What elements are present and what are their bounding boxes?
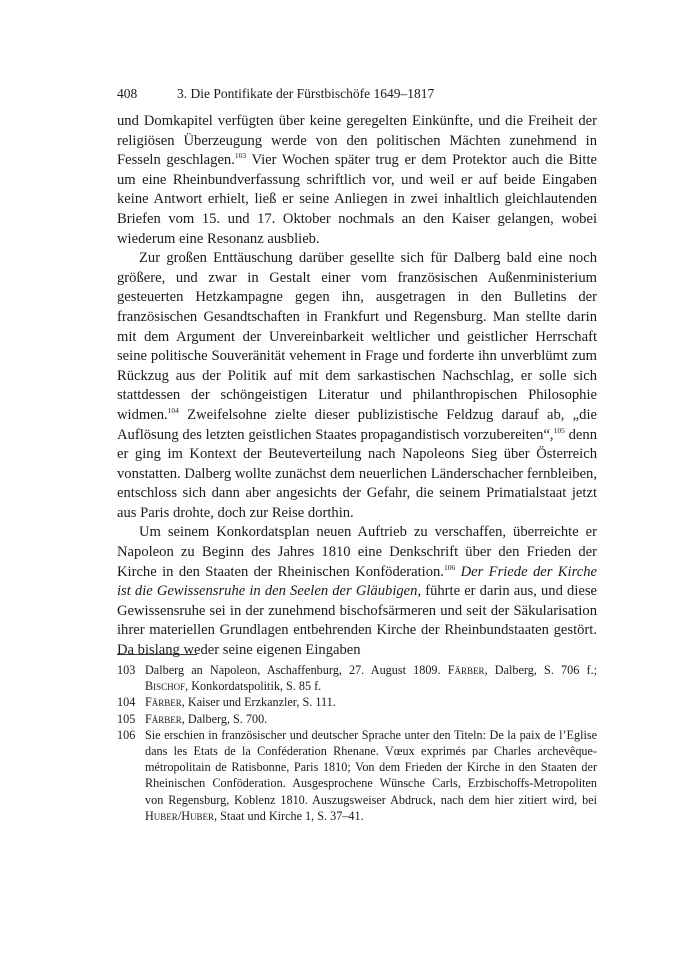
- footnote-ref-106[interactable]: 106: [443, 562, 456, 572]
- quoted-title: Der Friede der Kirche ist die Gewissensruhe in den Seelen der Gläubigen: [117, 563, 597, 600]
- footnote-ref-105[interactable]: 105: [553, 425, 565, 435]
- footnote-ref-104[interactable]: 104: [167, 405, 179, 415]
- footnote-text: Färber, Dalberg, S. 700.: [145, 711, 268, 726]
- footnote-text: Dalberg an Napoleon, Aschaffenburg, 27. August 1809. Färber, Dalberg, S. 706 f.; Bischof, Konkordatspolitik, S. 85 f.: [145, 663, 597, 694]
- page-number: 408: [117, 86, 138, 101]
- footnotes: [117, 662, 597, 824]
- footnote-number: 105: [117, 711, 136, 726]
- footnote-text: Sie erschien in französischer und deutscher Sprache unter den Titeln: De la paix de l’Eglise dans les Etats de la Conféderation Rhenane. Vœux exprimés par Charles archevêque-métropolitain de Ratisbonne, Paris 1810; Von dem Frieden der Kirche in den Staaten der Rheinischen Conföderation. Ausgesprochene Wünsche Carls, Erzbischoffs-Metropoliten von Regensburg, Koblenz 1810. Auszugsweiser Abdruck, nach dem hier zitiert wird, bei Huber/Huber, Staat und Kirche 1, S. 37–41.: [145, 727, 597, 823]
- footnote-104: [117, 694, 597, 710]
- paragraph-3: Um seinem Konkordatsplan neuen Auftrieb zu verschaffen, überreichte er Napoleon zu Beginn des Jahres 1810 eine Denkschrift über den Frieden der Kirche in den Staaten der Rheinischen Konföderation.$^{106}$ Der Friede der Kirche ist die Gewissensruhe in den Seelen der Gläubigen, führte er darin aus, und diese Gewissensruhe sei in der zunehmend bischofsärmeren und seit der Säkularisation ihrer materiellen Grundlagen entbehrenden Kirche der Rheinbundstaaten gestört. Da bislang weder seine eigenen Eingaben: [117, 524, 598, 659]
- footnote-105: [117, 711, 597, 727]
- footnote-text: Färber, Kaiser und Erzkanzler, S. 111.: [145, 695, 336, 710]
- footnote-number: 104: [117, 695, 136, 710]
- footnote-103: [117, 662, 597, 694]
- footnote-ref-103[interactable]: 103: [234, 151, 247, 161]
- paragraph-1: und Domkapitel verfügten über keine geregelten Einkünfte, und die Freiheit der religiösen Überzeugung werde von den politischen Mächten zunehmend in Fesseln geschlagen.$^{103}$ Vier Wochen später trug er dem Protektor auch die Bitte um eine Rheinbundverfassung schriftlich vor, und weil er auf beide Eingaben keine Antwort erhielt, ließ er seine Anliegen in zwei inhaltlich gleichlautenden Briefen vom 15. und 17. Oktober nochmals an den Kaiser gelangen, wobei wiederum eine Resonanz ausblieb.: [117, 113, 597, 247]
- main-text: [117, 112, 597, 661]
- paragraph-2: Zur großen Enttäuschung darüber gesellte sich für Dalberg bald eine noch größere, und zwar in Gestalt einer vom französischen Außenministerium gesteuerten Hetzkampagne gegen ihn, ausgetragen in den Bulletins der französischen Gesandtschaften in Frankfurt und Regensburg. Man stellte darin mit dem Argument der Unvereinbarkeit weltlicher und geistlicher Herrschaft seine politische Souveränität vehement in Frage und forderte ihn unverblümt zum Rückzug aus der Politik auf mit dem sarkastischen Nachschlag, er solle sich stattdessen der schöngeistigen Literatur und philanthropischen Philosophie widmen.$^{104}$ Zweifelsohne zielte dieser publizistische Feldzug darauf ab, „die Auflösung des letzten geistlichen Staates propagandistisch vorzubereiten“,$^{105}$ denn er ging im Kontext der Beuteverteilung nach Napoleons Sieg über Österreich vonstatten. Dalberg wollte zunächst dem neuerlichen Länderschacher fernbleiben, entschloss sich dann aber angesichts der Gefahr, die seinem Primatialstaat jetzt aus Paris drohte, doch zur Reise dorthin.: [117, 250, 597, 521]
- footnote-number: 103: [117, 663, 136, 677]
- page-header: [117, 86, 597, 106]
- footnote-106: [117, 727, 597, 824]
- footnote-number: 106: [117, 727, 136, 742]
- running-head: 3. Die Pontifikate der Fürstbischöfe 1649–1817: [177, 86, 435, 101]
- footnote-divider: [117, 654, 197, 655]
